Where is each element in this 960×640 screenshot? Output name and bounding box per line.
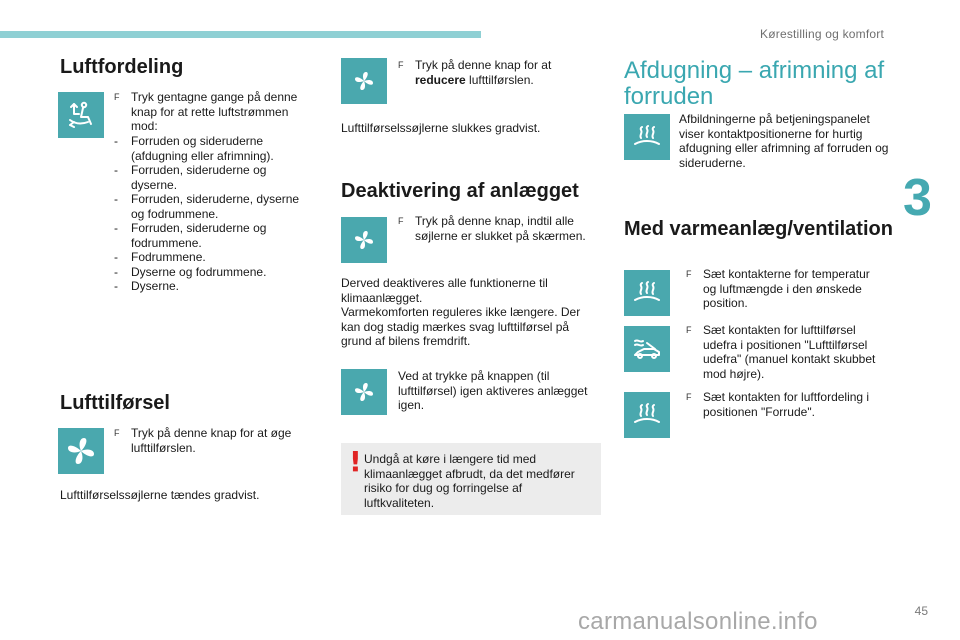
warning-exclamation-icon: ! <box>349 445 362 478</box>
chapter-number: 3 <box>903 169 932 227</box>
list-item: - Forruden og sideruderne (afdugning eller afrimning). <box>114 134 274 163</box>
air-distribution-icon <box>58 92 104 138</box>
windscreen-defrost-icon <box>624 270 670 316</box>
list-item: - Forruden, sideruderne og dyserne. <box>114 163 267 192</box>
fan-icon <box>58 428 104 474</box>
varmeanlaeg-step-1: F Sæt kontakterne for temperatur og luftmængde i den ønskede position. <box>686 267 870 310</box>
bullet-marker: F <box>686 269 692 279</box>
fan-icon <box>341 369 387 415</box>
heading-luftfordeling: Luftfordeling <box>60 56 184 78</box>
reduce-instruction: F Tryk på denne knap for at reducere lufttilførslen. <box>398 58 552 87</box>
top-accent-bar <box>0 31 481 38</box>
heading-afdugning: Afdugning – afrimning af forruden <box>624 57 885 110</box>
luftfordeling-options-list <box>114 134 314 294</box>
afdugning-intro: Afbildningerne på betjeningspanelet viser kontaktpositionerne for hurtig afdugning eller afrimning af forruden og sideruderne. <box>679 112 889 170</box>
windscreen-defrost-icon <box>624 114 670 160</box>
bullet-marker: F <box>398 60 404 70</box>
bullet-marker: F <box>398 216 404 226</box>
outside-air-car-icon <box>624 326 670 372</box>
varmeanlaeg-step-2: F Sæt kontakten for lufttilførsel udefra i positionen "Lufttilførsel udefra" (manuel kontakt skubbet mod højre). <box>686 323 876 381</box>
bullet-marker: F <box>114 428 120 438</box>
bullet-marker: F <box>114 92 120 102</box>
heading-deaktivering: Deaktivering af anlægget <box>341 180 579 202</box>
list-item: - Dyserne og fodrummene. <box>114 264 267 279</box>
deaktivering-paragraph-1: Derved deaktiveres alle funktionerne til klimaanlægget. <box>341 276 548 305</box>
page-number: 45 <box>914 604 928 618</box>
lufttilforsel-instruction: F Tryk på denne knap for at øge lufttilførslen. <box>114 426 292 455</box>
fan-icon <box>341 217 387 263</box>
warning-text: Undgå at køre i længere tid med klimaanlægget afbrudt, da det medfører risiko for dug og forringelse af luftkvaliteten. <box>364 452 575 510</box>
reactivate-note: Ved at trykke på knappen (til lufttilførsel) igen aktiveres anlægget igen. <box>398 369 588 412</box>
list-item: - Forruden, sideruderne og fodrummene. <box>114 221 267 250</box>
list-item: - Dyserne. <box>114 279 180 293</box>
bullet-marker: F <box>686 392 692 402</box>
varmeanlaeg-step-3: F Sæt kontakten for luftfordeling i positionen "Forrude". <box>686 390 870 419</box>
lufttilforsel-note: Lufttilførselssøjlerne tændes gradvist. <box>60 488 260 502</box>
list-item: - Fodrummene. <box>114 250 206 264</box>
deaktivering-paragraph-2: Varmekomforten reguleres ikke længere. Der kan dog stadig mærkes svag lufttilførsel på grund af bilens fremdrift. <box>341 305 581 348</box>
windscreen-defrost-icon <box>624 392 670 438</box>
bullet-marker: F <box>686 325 692 335</box>
watermark: carmanualsonline.info <box>578 608 818 635</box>
fan-icon <box>341 58 387 104</box>
deaktivering-instruction: F Tryk på denne knap, indtil alle søjlerne er slukket på skærmen. <box>398 214 586 243</box>
luftfordeling-instruction: F Tryk gentagne gange på denne knap for at rette luftstrømmen mod: <box>114 90 298 133</box>
warning-box <box>341 443 601 515</box>
heading-lufttilforsel: Lufttilførsel <box>60 392 170 414</box>
reduce-note: Lufttilførselssøjlerne slukkes gradvist. <box>341 121 541 135</box>
section-header: Kørestilling og komfort <box>760 27 884 41</box>
list-item: - Forruden, sideruderne, dyserne og fodrummene. <box>114 192 300 221</box>
heading-varmeanlaeg: Med varmeanlæg/ventilation <box>624 218 893 240</box>
